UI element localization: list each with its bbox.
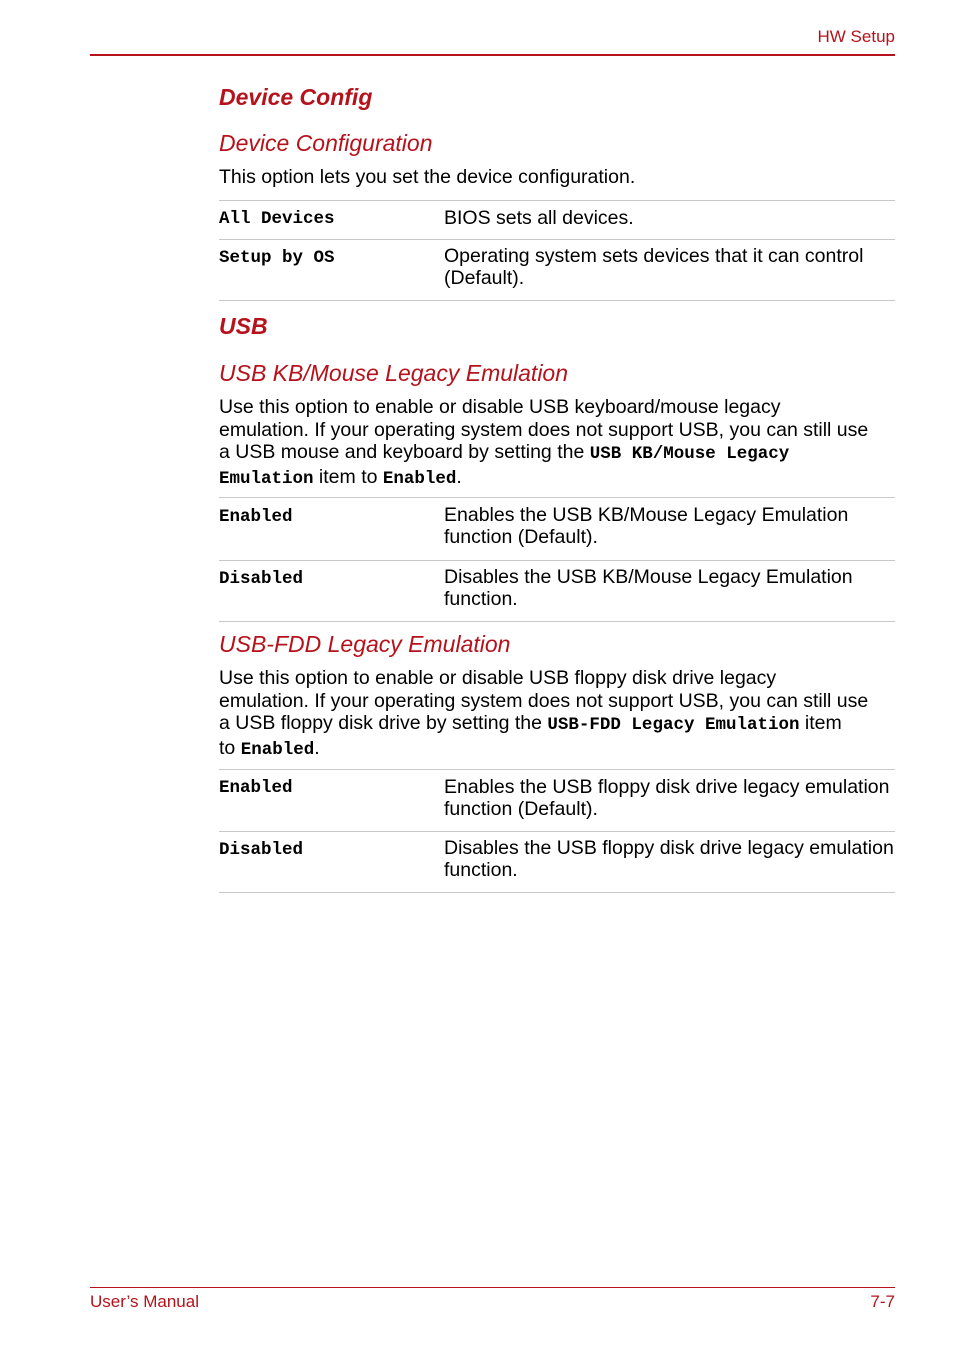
option-key: Enabled bbox=[219, 507, 293, 527]
usb-kb-mouse-subheading: USB KB/Mouse Legacy Emulation bbox=[219, 360, 569, 386]
table-row bbox=[219, 560, 895, 622]
intro-line: Emulation item to Enabled. bbox=[219, 465, 462, 489]
intro-line: to Enabled. bbox=[219, 736, 320, 760]
option-key: Disabled bbox=[219, 569, 304, 589]
option-description: Enables the USB KB/Mouse Legacy Emulation function (Default). bbox=[444, 504, 849, 548]
setting-name: USB-FDD Legacy Emulation bbox=[547, 715, 800, 735]
running-header: HW Setup bbox=[817, 27, 895, 46]
usb-fdd-table bbox=[219, 769, 895, 893]
option-description: BIOS sets all devices. bbox=[444, 207, 634, 229]
footer-rule bbox=[90, 1287, 895, 1288]
usb-heading: USB bbox=[219, 313, 268, 339]
option-description: Operating system sets devices that it can control (Default). bbox=[444, 245, 864, 289]
setting-value: Enabled bbox=[382, 468, 457, 489]
usb-kb-mouse-intro bbox=[219, 396, 895, 490]
option-description: Enables the USB floppy disk drive legacy emulation function (Default). bbox=[444, 776, 890, 820]
option-description: Disables the USB KB/Mouse Legacy Emulation function. bbox=[444, 566, 853, 610]
device-configuration-intro: This option lets you set the device configuration. bbox=[219, 166, 636, 188]
option-key: All Devices bbox=[219, 209, 335, 229]
device-config-heading: Device Config bbox=[219, 84, 373, 110]
table-row bbox=[219, 200, 895, 239]
intro-line: a USB mouse and keyboard by setting the USB KB/Mouse Legacy bbox=[219, 441, 790, 464]
device-configuration-table bbox=[219, 200, 895, 301]
table-row bbox=[219, 831, 895, 893]
usb-fdd-intro bbox=[219, 667, 895, 761]
option-key: Disabled bbox=[219, 840, 304, 860]
setting-name: USB KB/Mouse Legacy bbox=[589, 444, 790, 464]
page-number: 7-7 bbox=[870, 1292, 895, 1311]
usb-kb-mouse-table bbox=[219, 497, 895, 622]
intro-line: emulation. If your operating system does not support USB, you can still use bbox=[219, 418, 869, 441]
option-key: Enabled bbox=[219, 778, 293, 798]
option-key: Setup by OS bbox=[219, 248, 335, 268]
table-row bbox=[219, 769, 895, 831]
usb-fdd-subheading: USB-FDD Legacy Emulation bbox=[219, 631, 511, 657]
device-configuration-subheading: Device Configuration bbox=[219, 130, 433, 156]
intro-line: emulation. If your operating system does not support USB, you can still use bbox=[219, 689, 869, 712]
setting-name: Emulation bbox=[219, 468, 314, 489]
intro-line: a USB floppy disk drive by setting the USB-FDD Legacy Emulation item bbox=[219, 712, 842, 735]
table-row bbox=[219, 497, 895, 560]
footer-manual-title: User’s Manual bbox=[90, 1292, 199, 1311]
option-description: Disables the USB floppy disk drive legacy emulation function. bbox=[444, 837, 894, 881]
intro-line: Use this option to enable or disable USB floppy disk drive legacy bbox=[219, 667, 777, 689]
table-row bbox=[219, 239, 895, 301]
intro-line: Use this option to enable or disable USB keyboard/mouse legacy bbox=[219, 396, 781, 418]
header-rule bbox=[90, 54, 895, 56]
setting-value: Enabled bbox=[240, 739, 315, 760]
